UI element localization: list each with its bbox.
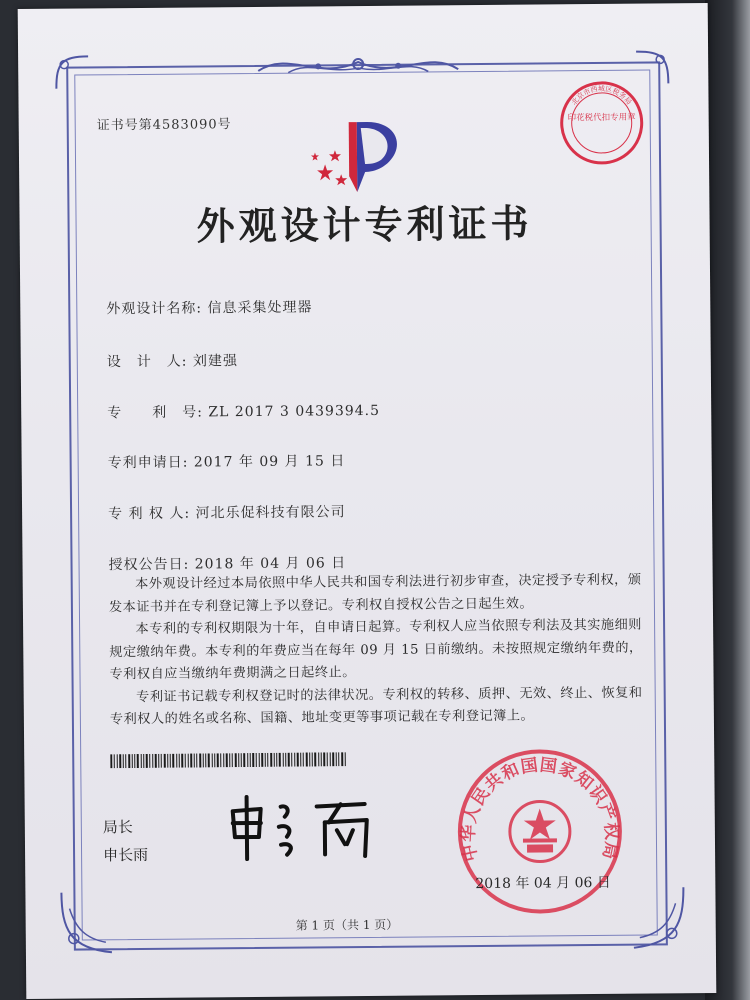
patent-emblem-icon — [305, 116, 406, 197]
certificate-number: 证书号第4583090号 — [96, 117, 232, 134]
field-label: 专利申请日: — [107, 454, 189, 472]
director-signature — [225, 792, 396, 863]
certificate-body — [109, 570, 650, 732]
field-designer — [107, 350, 238, 371]
field-label: 授权公告日: — [108, 556, 190, 574]
field-value: 刘建强 — [192, 353, 239, 370]
certificate-paper — [18, 3, 717, 999]
field-label: 外观设计名称: — [106, 300, 203, 318]
tax-seal-icon — [556, 78, 647, 169]
body-paragraph: 专利证书记载专利权登记时的法律状况。专利权的转移、质押、无效、终止、恢复和专利权人的姓名或名称、国籍、地址变更等事项记载在专利登记簿上。 — [109, 685, 643, 728]
field-value: 2017 年 09 月 15 日 — [193, 453, 346, 471]
field-design-name — [106, 296, 312, 318]
field-label: 设 计 人: — [106, 353, 188, 371]
director-title: 局长 — [102, 818, 133, 837]
corner-ornament-icon — [629, 883, 690, 954]
field-value: 信息采集处理器 — [207, 299, 313, 317]
field-application-date — [108, 450, 346, 472]
corner-ornament-icon — [55, 888, 116, 959]
seal-date: 2018 年 04 月 06 日 — [475, 874, 611, 893]
certificate-title: 外观设计专利证书 — [196, 201, 533, 249]
field-patentee — [108, 501, 346, 523]
field-patent-number — [107, 400, 380, 422]
field-grant-date — [108, 552, 346, 574]
barcode-icon — [110, 752, 350, 768]
svg-text:北京市西城区税务局: 北京市西城区税务局 — [570, 84, 633, 107]
corner-ornament-icon — [52, 52, 92, 92]
director-name: 申长雨 — [103, 845, 149, 865]
field-value: 2018 年 04 月 06 日 — [194, 555, 347, 573]
body-paragraph: 本外观设计经过本局依照中华人民共和国专利法进行初步审查，决定授予专利权，颁发本证书并在专利登记簿上予以登记。专利权自授权公告之日起生效。 — [108, 572, 642, 615]
svg-text:中华人民共和国国家知识产权局: 中华人民共和国国家知识产权局 — [458, 755, 622, 864]
field-value: ZL 2017 3 0439394.5 — [208, 402, 381, 421]
page-number: 第 1 页（共 1 页） — [295, 917, 399, 933]
body-paragraph: 本专利的专利权期限为十年，自申请日起算。专利权人应当依照专利法及其实施细则规定缴纳年费。本专利的年费应当在每年 09 月 15 日前缴纳。未按照规定缴纳年费的，专利权自应当缴纳年费期满之日起终止。 — [109, 617, 643, 683]
top-ornament-icon — [248, 49, 468, 81]
field-value: 河北乐促科技有限公司 — [195, 504, 346, 522]
field-label: 专 利 权 人: — [108, 505, 191, 523]
field-label: 专 利 号: — [107, 404, 204, 422]
svg-text:印花税代扣专用章: 印花税代扣专用章 — [567, 112, 636, 124]
